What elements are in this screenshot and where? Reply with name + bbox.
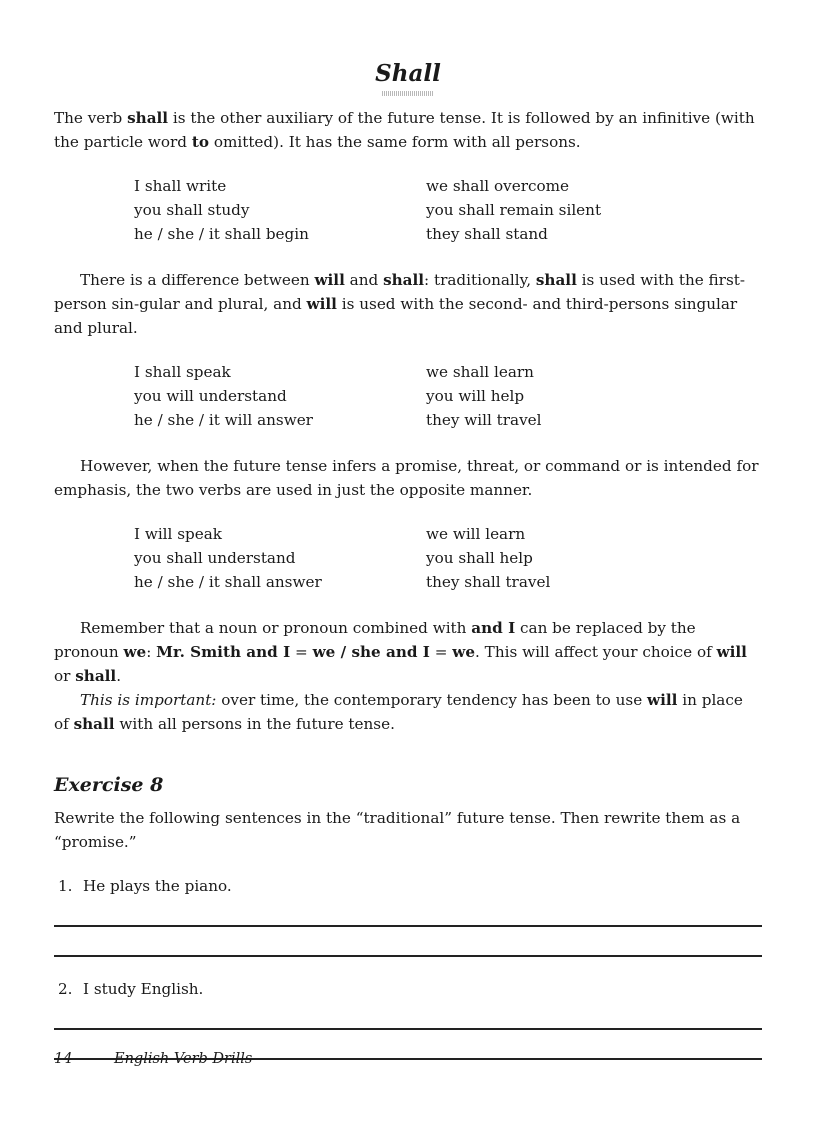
conjugation-cell: they shall stand [426,225,548,243]
conjugation-cell: I shall write [134,177,227,195]
conjugation-cell: you will help [426,387,525,405]
answer-line[interactable] [54,955,762,957]
item-number: 2. [58,980,73,998]
book-title: English Verb Drills [114,1051,253,1067]
item-text: I study English. [83,980,204,998]
conjugation-cell: we will learn [426,525,526,543]
item-number: 1. [58,877,73,895]
important-paragraph: This is important: over time, the contemporary tendency has been to use will in place of shall with all persons in the future tense. [54,691,743,733]
conjugation-cell: we shall learn [426,363,534,381]
conjugation-cell: you will understand [134,387,287,405]
exercise-item [54,874,762,898]
page-number: 14 [54,1051,73,1067]
exercise-heading: Exercise 8 [54,774,164,796]
conjugation-cell: we shall overcome [426,177,569,195]
exercise-item [54,977,762,1001]
conjugation-cell: you shall help [426,549,533,567]
intro-paragraph: The verb shall is the other auxiliary of the future tense. It is followed by an infinitive (with the particle word to omitted). It has the same form with all persons. [54,109,755,151]
title-ornament-rule [382,91,434,96]
conjugation-cell: he / she / it shall answer [134,573,322,591]
page-title: Shall [375,60,441,87]
conjugation-cell: you shall remain silent [426,201,602,219]
answer-line[interactable] [54,1028,762,1030]
answer-line[interactable] [54,925,762,927]
however-paragraph: However, when the future tense infers a promise, threat, or command or is intended for emphasis, the two verbs are used in just the opposite manner. [54,457,759,499]
conjugation-table-3 [134,522,762,594]
conjugation-cell: he / she / it will answer [134,411,313,429]
page-footer [54,1049,252,1069]
difference-paragraph: There is a difference between will and shall: traditionally, shall is used with the first-person sin-gular and plural, and will is used with the second- and third-persons singular and plural. [54,271,745,337]
item-text: He plays the piano. [83,877,232,895]
conjugation-cell: he / she / it shall begin [134,225,309,243]
page-content [54,0,762,1060]
conjugation-cell: you shall understand [134,549,296,567]
conjugation-cell: I shall speak [134,363,231,381]
conjugation-table-2 [134,360,762,432]
conjugation-cell: they will travel [426,411,542,429]
conjugation-cell: they shall travel [426,573,551,591]
remember-paragraph: Remember that a noun or pronoun combined with and I can be replaced by the pronoun we: Mr. Smith and I = we / she and I = we. This will affect your choice of will or shall. [54,619,747,685]
conjugation-cell: you shall study [134,201,250,219]
exercise-instructions: Rewrite the following sentences in the “traditional” future tense. Then rewrite them as a “promise.” [54,809,741,851]
conjugation-cell: I will speak [134,525,222,543]
conjugation-table-1 [134,174,762,246]
